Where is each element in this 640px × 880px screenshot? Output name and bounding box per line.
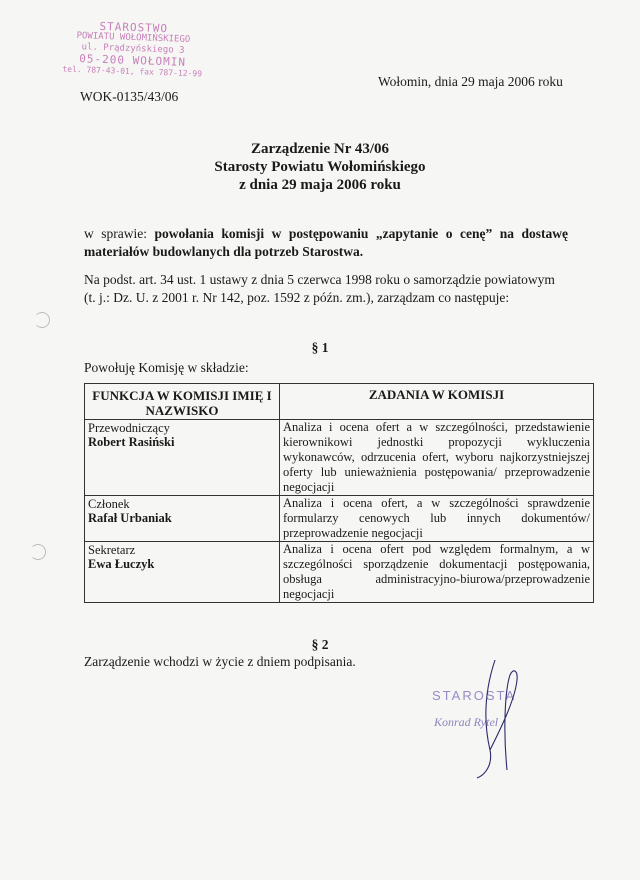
commission-table — [84, 383, 594, 603]
reference-number: WOK-0135/43/06 — [80, 89, 179, 104]
stamp-line: tel. 787-43-01, fax 787-12-99 — [62, 64, 203, 79]
member-name: Robert Rasiński — [88, 435, 175, 449]
title-line: Zarządzenie Nr 43/06 — [250, 141, 390, 157]
handwritten-signature — [455, 640, 545, 790]
title-line: z dnia 29 maja 2006 roku — [239, 177, 401, 193]
task-cell: Analiza i ocena ofert, a w szczególności sprawdzenie formularzy cenowych lub innych dokumentów/ przeprowadzenie negocjacji — [280, 496, 594, 542]
section-1-intro: Powołuję Komisję w składzie: — [84, 360, 249, 375]
subject-paragraph — [84, 225, 568, 261]
punch-hole-mark — [30, 544, 46, 560]
role-label: Członek — [88, 497, 130, 511]
task-cell: Analiza i ocena ofert pod względem formalnym, a w szczególności sporządzenie dokumentacji postępowania, obsługa administracyjno-biurowa/przeprowadzenie negocjacji — [280, 542, 594, 603]
legal-basis: Na podst. art. 34 ust. 1 ustawy z dnia 5 czerwca 1998 roku o samorządzie powiatowym (t. j.: Dz. U. z 2001 r. Nr 142, poz. 1592 z późn. zm.), zarządzam co następuje: — [84, 272, 555, 305]
title-line: Starosty Powiatu Wołomińskiego — [214, 159, 426, 175]
task-cell: Analiza i ocena ofert a w szczególności, przedstawienie kierownikowi jednostki propozycji wykluczenia wykonawców, odrzucenia ofert, wyboru najkorzystniejszej oferty lub unieważnienia postępowania/ przeprowadzenie negocjacji — [280, 420, 594, 496]
table-row — [85, 496, 594, 542]
stamp-line: STAROSTWO — [99, 19, 169, 36]
section-2-heading: § 2 — [311, 637, 329, 652]
signature-stamp-title: STAROSTA — [432, 688, 517, 703]
signature-stamp-name: Konrad Rytel — [434, 715, 499, 729]
role-cell — [85, 542, 280, 603]
member-name: Rafał Urbaniak — [88, 511, 172, 525]
role-label: Przewodniczący — [88, 421, 170, 435]
stamp-line: 05-200 WOŁOMIN — [79, 52, 187, 69]
role-cell — [85, 420, 280, 496]
subject-prefix: w sprawie: — [84, 226, 148, 241]
table-row — [85, 542, 594, 603]
table-row — [85, 420, 594, 496]
office-stamp — [57, 19, 209, 79]
section-2-text: Zarządzenie wchodzi w życie z dniem podpisania. — [84, 654, 356, 669]
member-name: Ewa Łuczyk — [88, 557, 155, 571]
stamp-line: POWIATU WOŁOMIŃSKIEGO — [76, 31, 191, 45]
table-header-row — [85, 384, 594, 420]
subject-text: powołania komisji w postępowaniu „zapytanie o cenę” na dostawę materiałów budowlanych dla potrzeb Starostwa. — [84, 226, 569, 259]
document-title — [0, 140, 640, 194]
punch-hole-mark — [34, 312, 50, 328]
stamp-line: ul. Prądzyńskiego 3 — [81, 42, 185, 56]
role-label: Sekretarz — [88, 543, 136, 557]
place-date: Wołomin, dnia 29 maja 2006 roku — [378, 74, 563, 89]
role-cell — [85, 496, 280, 542]
column-header: ZADANIA W KOMISJI — [280, 384, 594, 420]
section-1-heading: § 1 — [311, 340, 329, 355]
column-header: FUNKCJA W KOMISJI IMIĘ I NAZWISKO — [85, 384, 280, 420]
